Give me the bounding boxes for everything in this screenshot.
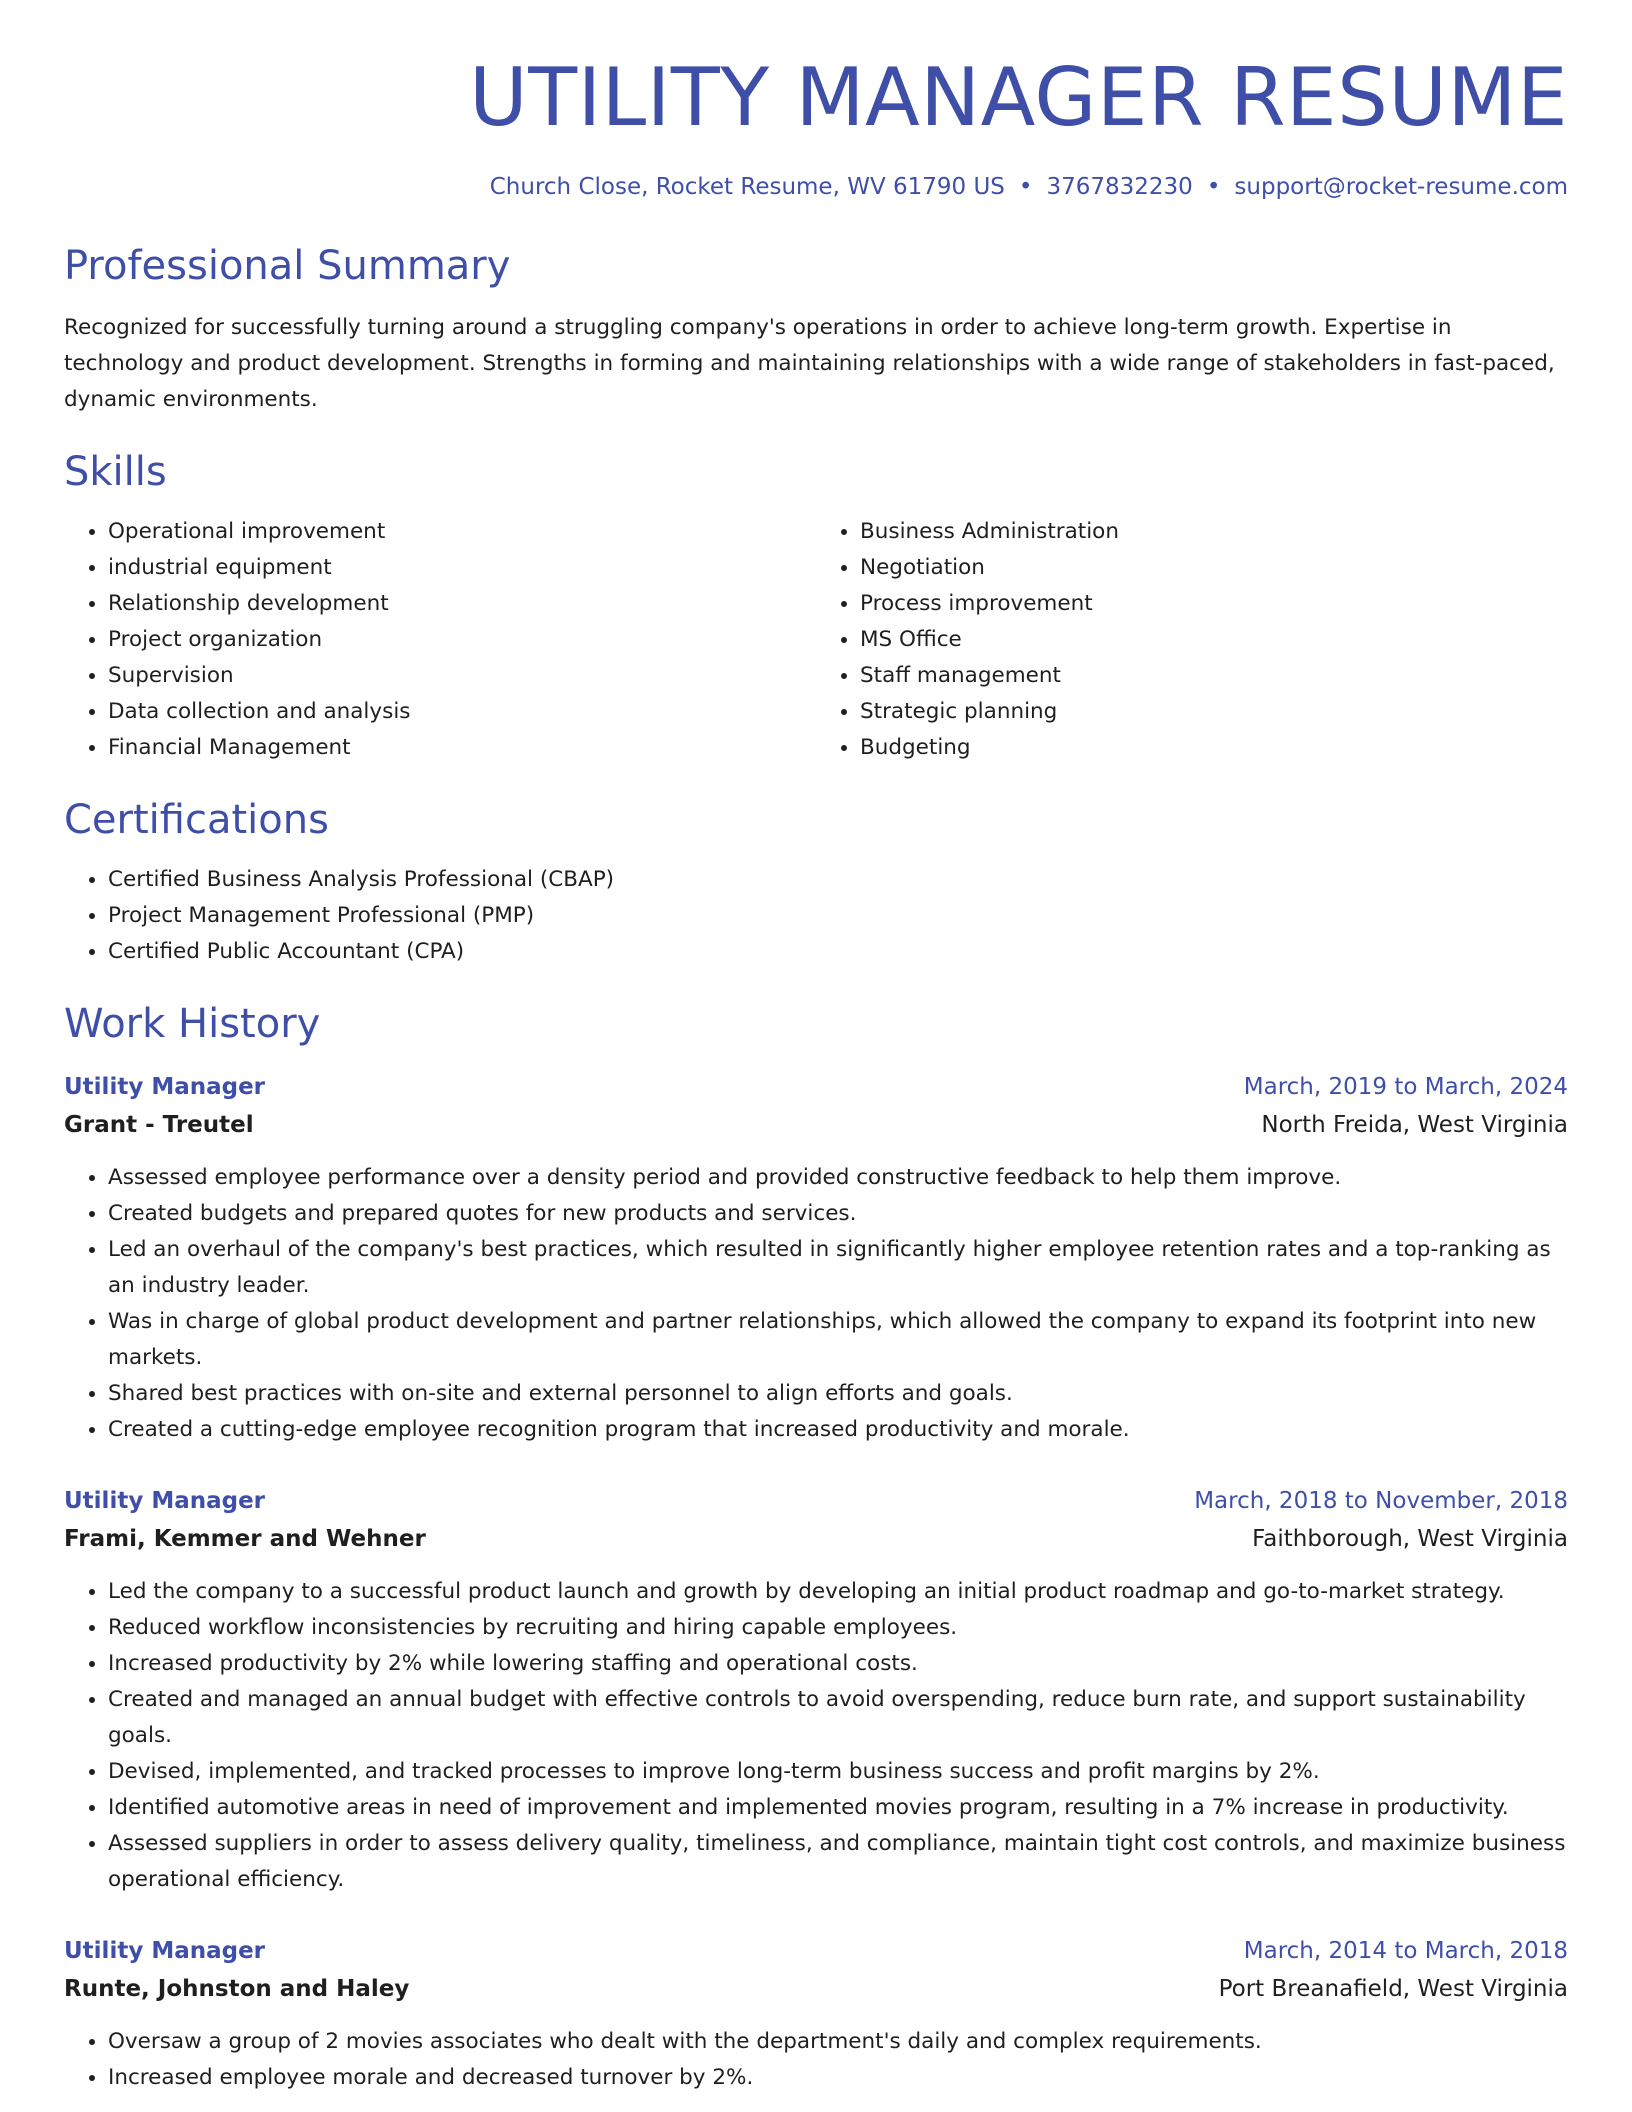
summary-section bbox=[64, 242, 1568, 418]
job-bullet: • Was in charge of global product development and partner relationships, which allowed the company to expand its footprint into new markets. bbox=[108, 1304, 1568, 1376]
job-bullet: • Led the company to a successful product launch and growth by developing an initial product roadmap and go-to-market strategy. bbox=[108, 1574, 1568, 1610]
job-title: Utility Manager bbox=[64, 1487, 266, 1514]
job-bullet: • Increased employee morale and decreased turnover by 2%. bbox=[108, 2060, 1568, 2096]
job-location: Faithborough, West Virginia bbox=[1252, 1525, 1568, 1552]
job-dates: March, 2018 to November, 2018 bbox=[1194, 1487, 1568, 1514]
certification-item: • Project Management Professional (PMP) bbox=[108, 898, 1568, 934]
contact-address: Church Close, Rocket Resume, WV 61790 US bbox=[489, 174, 1005, 200]
certifications-heading: Certifications bbox=[64, 796, 329, 843]
job-bullet: • Shared best practices with on-site and external personnel to align efforts and goals. bbox=[108, 1376, 1568, 1412]
skill-item: • Data collection and analysis bbox=[108, 694, 816, 730]
skills-section bbox=[64, 448, 1568, 766]
job-bullet: • Created and managed an annual budget with effective controls to avoid overspending, reduce burn rate, and support sustainability goals. bbox=[108, 1682, 1568, 1754]
job-location: Port Breanafield, West Virginia bbox=[1218, 1975, 1568, 2002]
job-company: Grant - Treutel bbox=[64, 1111, 254, 1138]
skill-item: • Financial Management bbox=[108, 730, 816, 766]
job-bullet: • Assessed suppliers in order to assess delivery quality, timeliness, and compliance, maintain tight cost controls, and maximize business operational efficiency. bbox=[108, 1826, 1568, 1898]
job-company-row bbox=[64, 1106, 1568, 1144]
skill-item: • MS Office bbox=[860, 622, 1568, 658]
skills-list-left bbox=[64, 514, 816, 766]
skill-item: • Process improvement bbox=[860, 586, 1568, 622]
job-title-row bbox=[64, 1932, 1568, 1970]
skill-item: • Supervision bbox=[108, 658, 816, 694]
job-title: Utility Manager bbox=[64, 1073, 266, 1100]
contact-email: support@rocket-resume.com bbox=[1234, 174, 1568, 200]
skill-item: • Operational improvement bbox=[108, 514, 816, 550]
job-bullets bbox=[64, 1574, 1568, 1898]
summary-heading: Professional Summary bbox=[64, 242, 511, 289]
skill-item: • Budgeting bbox=[860, 730, 1568, 766]
contact-separator: • bbox=[1206, 174, 1221, 200]
job-company: Frami, Kemmer and Wehner bbox=[64, 1525, 426, 1552]
job-entry bbox=[64, 1932, 1568, 2096]
job-bullet: • Assessed employee performance over a density period and provided constructive feedback to help them improve. bbox=[108, 1160, 1568, 1196]
work-history-section bbox=[64, 1000, 1568, 2096]
work-history-heading: Work History bbox=[64, 1000, 321, 1047]
job-bullet: • Identified automotive areas in need of improvement and implemented movies program, resulting in a 7% increase in productivity. bbox=[108, 1790, 1568, 1826]
job-bullet: • Oversaw a group of 2 movies associates who dealt with the department's daily and complex requirements. bbox=[108, 2024, 1568, 2060]
job-bullet: • Created a cutting-edge employee recognition program that increased productivity and morale. bbox=[108, 1412, 1568, 1448]
skills-heading: Skills bbox=[64, 448, 167, 495]
job-title-row bbox=[64, 1068, 1568, 1106]
resume-title: UTILITY MANAGER RESUME bbox=[469, 51, 1568, 144]
skill-item: • Project organization bbox=[108, 622, 816, 658]
job-location: North Freida, West Virginia bbox=[1261, 1111, 1568, 1138]
job-dates: March, 2014 to March, 2018 bbox=[1243, 1937, 1568, 1964]
job-bullet: • Devised, implemented, and tracked processes to improve long-term business success and profit margins by 2%. bbox=[108, 1754, 1568, 1790]
skill-item: • industrial equipment bbox=[108, 550, 816, 586]
certification-item: • Certified Business Analysis Professional (CBAP) bbox=[108, 862, 1568, 898]
job-bullets bbox=[64, 1160, 1568, 1448]
job-entry bbox=[64, 1068, 1568, 1448]
contact-phone: 3767832230 bbox=[1046, 174, 1193, 200]
job-company-row bbox=[64, 1970, 1568, 2008]
job-company-row bbox=[64, 1520, 1568, 1558]
certifications-section bbox=[64, 796, 1568, 970]
certification-item: • Certified Public Accountant (CPA) bbox=[108, 934, 1568, 970]
job-bullets bbox=[64, 2024, 1568, 2096]
job-title-row bbox=[64, 1482, 1568, 1520]
skill-item: • Relationship development bbox=[108, 586, 816, 622]
job-title: Utility Manager bbox=[64, 1937, 266, 1964]
skills-list-right bbox=[816, 514, 1568, 766]
job-entry bbox=[64, 1482, 1568, 1898]
skills-columns bbox=[64, 514, 1568, 766]
skill-item: • Negotiation bbox=[860, 550, 1568, 586]
certifications-list bbox=[64, 862, 1568, 970]
job-company: Runte, Johnston and Haley bbox=[64, 1975, 410, 2002]
job-bullet: • Led an overhaul of the company's best practices, which resulted in significantly higher employee retention rates and a top-ranking as an industry leader. bbox=[108, 1232, 1568, 1304]
skill-item: • Staff management bbox=[860, 658, 1568, 694]
job-bullet: • Created budgets and prepared quotes for new products and services. bbox=[108, 1196, 1568, 1232]
contact-line bbox=[64, 174, 1568, 202]
job-bullet: • Increased productivity by 2% while lowering staffing and operational costs. bbox=[108, 1646, 1568, 1682]
contact-separator: • bbox=[1018, 174, 1033, 200]
job-dates: March, 2019 to March, 2024 bbox=[1243, 1073, 1568, 1100]
skill-item: • Business Administration bbox=[860, 514, 1568, 550]
skill-item: • Strategic planning bbox=[860, 694, 1568, 730]
summary-text: Recognized for successfully turning around a struggling company's operations in order to achieve long-term growth. Expertise in technology and product development. Strengths in forming and maintaining relationships with a wide range of stakeholders in fast-paced, dynamic environments. bbox=[64, 314, 1555, 412]
resume-header bbox=[64, 52, 1568, 202]
job-bullet: • Reduced workflow inconsistencies by recruiting and hiring capable employees. bbox=[108, 1610, 1568, 1646]
